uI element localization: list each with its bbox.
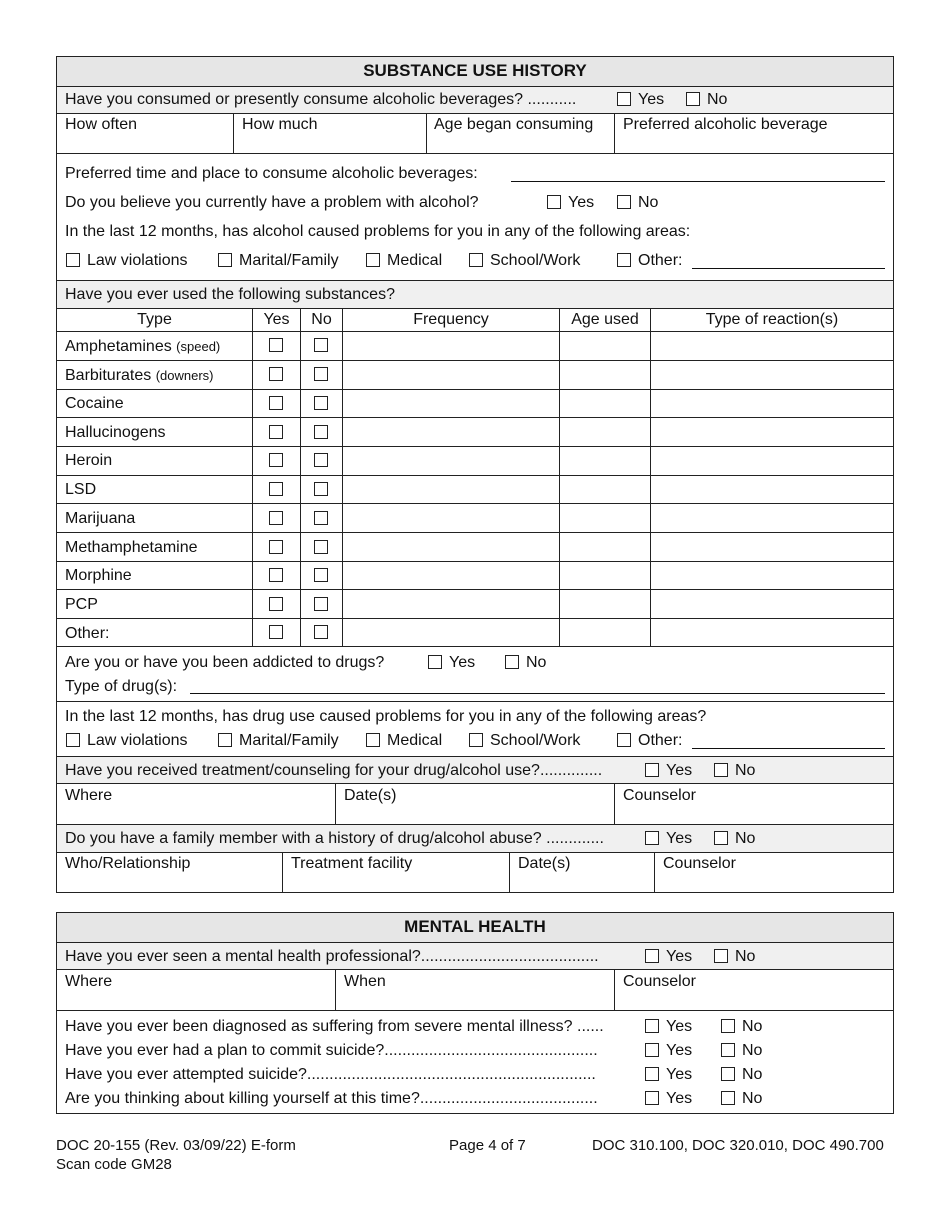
yes-label: Yes [666, 1018, 693, 1035]
col-preferred-beverage: Preferred alcoholic beverage [623, 116, 828, 133]
no-label: No [735, 762, 756, 779]
alcohol-marital-checkbox[interactable] [218, 253, 232, 267]
section-title: SUBSTANCE USE HISTORY [363, 61, 587, 80]
alcohol-other-field[interactable] [692, 268, 885, 269]
th-frequency: Frequency [413, 311, 489, 328]
substance-label: Hallucinogens [65, 424, 166, 441]
alcohol-problem-yes-checkbox[interactable] [547, 195, 561, 209]
mental-question: Have you ever had a plan to commit suicide?................................................ [65, 1042, 598, 1059]
addicted-question: Are you or have you been addicted to drugs? [65, 654, 385, 671]
drug-other-field[interactable] [692, 748, 885, 749]
area-label: Other: [638, 252, 683, 269]
substance-yes-checkbox[interactable] [269, 338, 283, 352]
th-yes: Yes [263, 311, 290, 328]
no-label: No [742, 1066, 763, 1083]
substance-label: LSD [65, 481, 97, 498]
col-counselor: Counselor [623, 973, 696, 990]
substance-yes-checkbox[interactable] [269, 625, 283, 639]
treatment-yes-checkbox[interactable] [645, 763, 659, 777]
yes-label: Yes [666, 1066, 693, 1083]
no-label: No [638, 194, 659, 211]
alcohol-problem-question: Do you believe you currently have a problem with alcohol? [65, 194, 479, 211]
alcohol-problem-no-checkbox[interactable] [617, 195, 631, 209]
yes-label: Yes [666, 762, 693, 779]
substance-yes-checkbox[interactable] [269, 425, 283, 439]
treatment-no-checkbox[interactable] [714, 763, 728, 777]
mental-question: Have you ever attempted suicide?................................................................. [65, 1066, 596, 1083]
col-how-often: How often [65, 116, 138, 133]
col-when: When [344, 973, 386, 990]
substance-yes-checkbox[interactable] [269, 482, 283, 496]
alcohol-medical-checkbox[interactable] [366, 253, 380, 267]
substance-yes-checkbox[interactable] [269, 396, 283, 410]
substance-yes-checkbox[interactable] [269, 453, 283, 467]
substance-label: Methamphetamine [65, 539, 198, 556]
doc-references: DOC 310.100, DOC 320.010, DOC 490.700 [592, 1137, 884, 1154]
alcohol-yes-checkbox[interactable] [617, 92, 631, 106]
substance-label: Other: [65, 625, 110, 642]
substance-note: (downers) [155, 368, 214, 383]
th-reaction: Type of reaction(s) [705, 311, 839, 328]
substance-yes-checkbox[interactable] [269, 367, 283, 381]
substance-no-checkbox[interactable] [314, 568, 328, 582]
alcohol-other-checkbox[interactable] [617, 253, 631, 267]
substance-yes-checkbox[interactable] [269, 568, 283, 582]
family-yes-checkbox[interactable] [645, 831, 659, 845]
area-label: Law violations [87, 732, 188, 749]
no-label: No [742, 1042, 763, 1059]
substance-no-checkbox[interactable] [314, 396, 328, 410]
family-no-checkbox[interactable] [714, 831, 728, 845]
substance-no-checkbox[interactable] [314, 540, 328, 554]
substance-no-checkbox[interactable] [314, 367, 328, 381]
col-treatment-facility: Treatment facility [291, 855, 413, 872]
preferred-time-label: Preferred time and place to consume alcoholic beverages: [65, 165, 478, 182]
substance-no-checkbox[interactable] [314, 625, 328, 639]
substance-label: Barbiturates [65, 367, 152, 384]
no-label: No [707, 91, 728, 108]
drug-types-label: Type of drug(s): [65, 678, 178, 695]
alcohol-no-checkbox[interactable] [686, 92, 700, 106]
drug-types-field[interactable] [190, 693, 885, 694]
alcohol-question: Have you consumed or presently consume alcoholic beverages? ........... [65, 91, 577, 108]
substance-label: Morphine [65, 567, 132, 584]
yes-label: Yes [666, 1090, 693, 1107]
area-label: School/Work [490, 252, 581, 269]
diagnosed-yes-checkbox[interactable] [645, 1019, 659, 1033]
col-how-much: How much [242, 116, 318, 133]
no-label: No [742, 1018, 763, 1035]
no-label: No [735, 948, 756, 965]
col-age-began: Age began consuming [434, 116, 594, 133]
addicted-no-checkbox[interactable] [505, 655, 519, 669]
substance-yes-checkbox[interactable] [269, 540, 283, 554]
thinking-no-checkbox[interactable] [721, 1091, 735, 1105]
plan-yes-checkbox[interactable] [645, 1043, 659, 1057]
substance-label: PCP [65, 596, 98, 613]
col-where: Where [65, 787, 113, 804]
substance-yes-checkbox[interactable] [269, 597, 283, 611]
treatment-question: Have you received treatment/counseling for your drug/alcohol use?.............. [65, 762, 603, 779]
drug-school-checkbox[interactable] [469, 733, 483, 747]
th-no: No [311, 311, 332, 328]
substance-yes-checkbox[interactable] [269, 511, 283, 525]
substance-label: Marijuana [65, 510, 136, 527]
area-label: Marital/Family [239, 732, 339, 749]
seen-yes-checkbox[interactable] [645, 949, 659, 963]
no-label: No [526, 654, 547, 671]
alcohol-last12-question: In the last 12 months, has alcohol caused problems for you in any of the following areas: [65, 223, 691, 240]
substance-name [65, 367, 214, 385]
substances-question: Have you ever used the following substances? [65, 286, 395, 303]
col-who: Who/Relationship [65, 855, 191, 872]
page-number: Page 4 of 7 [449, 1137, 526, 1154]
col-counselor: Counselor [663, 855, 736, 872]
substance-no-checkbox[interactable] [314, 511, 328, 525]
drug-marital-checkbox[interactable] [218, 733, 232, 747]
substance-name [65, 338, 220, 356]
alcohol-school-checkbox[interactable] [469, 253, 483, 267]
seen-no-checkbox[interactable] [714, 949, 728, 963]
no-label: No [742, 1090, 763, 1107]
family-question: Do you have a family member with a history of drug/alcohol abuse? ............. [65, 830, 604, 847]
yes-label: Yes [638, 91, 665, 108]
substance-note: (speed) [176, 339, 221, 354]
area-label: Law violations [87, 252, 188, 269]
col-counselor: Counselor [623, 787, 696, 804]
attempted-no-checkbox[interactable] [721, 1067, 735, 1081]
area-label: Medical [387, 732, 443, 749]
area-label: Other: [638, 732, 683, 749]
substance-no-checkbox[interactable] [314, 482, 328, 496]
mental-question: Have you ever been diagnosed as suffering from severe mental illness? ...... [65, 1018, 604, 1035]
scan-code: Scan code GM28 [56, 1156, 172, 1173]
substance-label: Cocaine [65, 395, 124, 412]
th-age-used: Age used [571, 311, 639, 328]
plan-no-checkbox[interactable] [721, 1043, 735, 1057]
drug-law-checkbox[interactable] [66, 733, 80, 747]
substance-no-checkbox[interactable] [314, 425, 328, 439]
col-dates: Date(s) [344, 787, 397, 804]
yes-label: Yes [666, 1042, 693, 1059]
form-id: DOC 20-155 (Rev. 03/09/22) E-form [56, 1137, 296, 1154]
diagnosed-no-checkbox[interactable] [721, 1019, 735, 1033]
area-label: Medical [387, 252, 443, 269]
col-dates: Date(s) [518, 855, 571, 872]
substance-no-checkbox[interactable] [314, 597, 328, 611]
seen-professional-question: Have you ever seen a mental health professional?........................................ [65, 948, 599, 965]
alcohol-law-checkbox[interactable] [66, 253, 80, 267]
substance-label: Amphetamines [65, 338, 172, 355]
drug-last12-question: In the last 12 months, has drug use caused problems for you in any of the following areas? [65, 708, 707, 725]
no-label: No [735, 830, 756, 847]
section-title: MENTAL HEALTH [404, 917, 546, 936]
mental-question: Are you thinking about killing yourself at this time?........................................ [65, 1090, 598, 1107]
th-type: Type [137, 311, 172, 328]
substance-label: Heroin [65, 452, 113, 469]
addicted-yes-checkbox[interactable] [428, 655, 442, 669]
col-where: Where [65, 973, 113, 990]
drug-other-checkbox[interactable] [617, 733, 631, 747]
area-label: School/Work [490, 732, 581, 749]
substance-no-checkbox[interactable] [314, 453, 328, 467]
substance-no-checkbox[interactable] [314, 338, 328, 352]
area-label: Marital/Family [239, 252, 339, 269]
yes-label: Yes [449, 654, 476, 671]
yes-label: Yes [666, 948, 693, 965]
yes-label: Yes [666, 830, 693, 847]
attempted-yes-checkbox[interactable] [645, 1067, 659, 1081]
thinking-yes-checkbox[interactable] [645, 1091, 659, 1105]
drug-medical-checkbox[interactable] [366, 733, 380, 747]
preferred-time-field[interactable] [511, 181, 885, 182]
yes-label: Yes [568, 194, 595, 211]
